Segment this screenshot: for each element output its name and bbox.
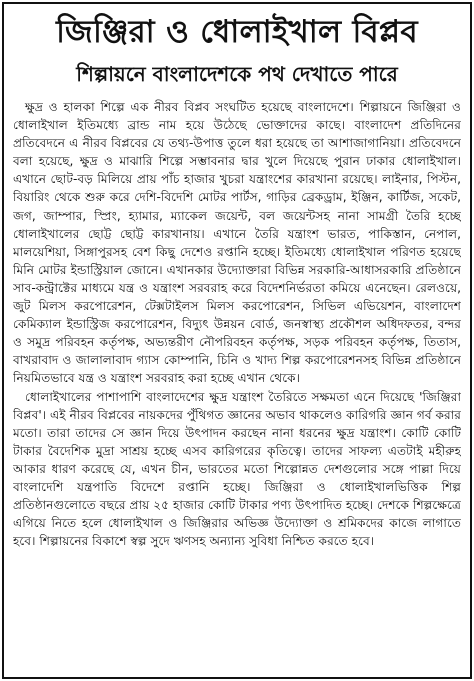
paragraph: ধোলাইখালের পাশাপাশি বাংলাদেশের ক্ষুদ্র যন্ত্রাংশ তৈরিতে সক্ষমতা এনে দিয়েছে 'জিঞ্জিরা বিপ্লব'। এই নীরব বিপ্লবের নায়কদের পুঁথিগত জ্ঞানের অভাব থাকলেও কারিগরি জ্ঞান গর্ব করার মতো। তারা তাদের সে জ্ঞান দিয়ে উৎপাদন করছেন নানা ধরনের ক্ষুদ্র যন্ত্রাংশ। কোটি কোটি টাকার বৈদেশিক মুদ্রা সাশ্রয় হচ্ছে এসব কারিগরের কৃতিত্বে। তাদের সাফল্য এতটাই মহীরুহ আকার ধারণ করেছে যে, এখন চীন, ভারতের মতো শিল্পোন্নত দেশগুলোর সঙ্গে পাল্লা দিয়ে বাংলাদেশি যন্ত্রপাতি বিদেশে রপ্তানি হচ্ছে। জিঞ্জিরা ও ধোলাইখালভিত্তিক শিল্প প্রতিষ্ঠানগুলোতে বছরে প্রায় ২৫ হাজার কোটি টাকার পণ্য উৎপাদিত হচ্ছে। দেশকে শিল্পক্ষেত্রে এগিয়ে নিতে হলে ধোলাইখাল ও জিঞ্জিরার অভিজ্ঞ উদ্যোক্তা ও শ্রমিকদের কাজে লাগাতে হবে। শিল্পায়নের বিকাশে স্বল্প সুদে ঋণসহ অন্যান্য সুবিধা নিশ্চিত করতে হবে।: [13, 389, 461, 549]
subheadline: শিল্পায়নে বাংলাদেশকে পথ দেখাতে পারে: [76, 62, 398, 86]
headline: জিঞ্জিরা ও ধোলাইখাল বিপ্লব: [56, 14, 418, 50]
article-body: [13, 98, 461, 673]
paragraph: ক্ষুদ্র ও হালকা শিল্পে এক নীরব বিপ্লব সংঘটিত হয়েছে বাংলাদেশে। শিল্পায়নে জিঞ্জিরা ও ধোলাইখাল ইতিমধ্যে ব্রান্ড নাম হয়ে উঠেছে ভোক্তাদের কাছে। বাংলাদেশ প্রতিদিনের প্রতিবেদনে এ নীরব বিপ্লবের যে তথ্য-উপাত্ত তুলে ধরা হয়েছে তা আশাজাগানিয়া। প্রতিবেদনে বলা হয়েছে, ক্ষুদ্র ও মাঝারি শিল্পে সম্ভাবনার দ্বার খুলে দিয়েছে পুরান ঢাকার ধোলাইখাল। এখানে ছোট-বড় মিলিয়ে প্রায় পাঁচ হাজার খুচরা যন্ত্রাংশের কারখানা রয়েছে। লাইনার, পিস্টন, বিয়ারিং থেকে শুরু করে দেশি-বিদেশি মোটর পার্টস, গাড়ির ব্রেকড্রাম, ইঞ্জিন, কার্টিজ, সকেট, জগ, জাম্পার, স্প্রিং, হ্যামার, ম্যাকেল জয়েন্ট, বল জয়েন্টসহ নানা সামগ্রী তৈরি হচ্ছে ধোলাইখালের ছোট্ট ছোট্ট কারখানায়। এখানে তৈরি যন্ত্রাংশ ভারত, পাকিস্তান, নেপাল, মালয়েশিয়া, সিঙ্গাপুরসহ বেশ কিছু দেশেও রপ্তানি হচ্ছে। ইতিমধ্যে ধোলাইখাল পরিণত হয়েছে মিনি মোটর ইন্ডাস্ট্রিয়াল জোনে। এখানকার উদ্যোক্তারা বিভিন্ন সরকারি-আধাসরকারি প্রতিষ্ঠানে সাব-কন্ট্রাক্টের মাধ্যমে যন্ত্র ও যন্ত্রাংশ সরবরাহ করে বিদেশনির্ভরতা কমিয়ে এনেছেন। রেলওয়ে, জুট মিলস করপোরেশন, টেক্সটাইলস মিলস করপোরেশন, সিভিল এভিয়েশন, বাংলাদেশ কেমিক্যাল ইন্ডাস্ট্রিজ করপোরেশন, বিদ্যুৎ উন্নয়ন বোর্ড, জনস্বাস্থ্য প্রকৌশল অধিদফতর, বন্দর ও সমুদ্র পরিবহন কর্তৃপক্ষ, অভ্যন্তরীণ নৌপরিবহন কর্তৃপক্ষ, সড়ক পরিবহন কর্তৃপক্ষ, তিতাস, বাখরাবাদ ও জালালাবাদ গ্যাস কোম্পানি, চিনি ও খাদ্য শিল্প করপোরেশনসহ বিভিন্ন প্রতিষ্ঠানে নিয়মিতভাবে যন্ত্র ও যন্ত্রাংশ সরবরাহ করা হচ্ছে এখান থেকে।: [13, 100, 461, 386]
